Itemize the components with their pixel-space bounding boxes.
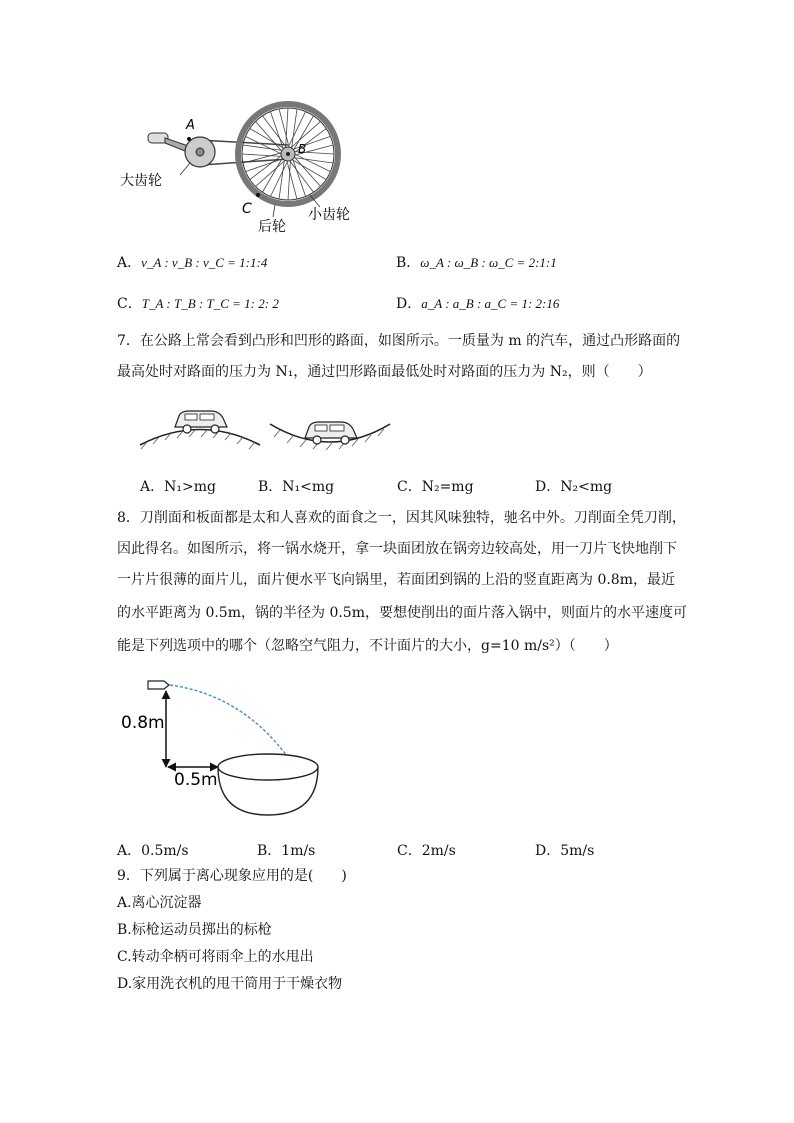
q8-stem-line3: 一片片很薄的面片儿，面片便水平飞向锅里，若面团到锅的上沿的竖直距离为 0.8m，最近 (117, 572, 675, 588)
q6-option-b-math: ω_A : ω_B : ω_C = 2:1:1 (420, 255, 557, 270)
q8-option-d: D．5m/s (535, 843, 595, 859)
trajectory (170, 685, 290, 760)
q6-option-c-letter: C． (117, 296, 142, 312)
label-a: A (186, 118, 195, 133)
label-b: B (298, 142, 307, 156)
wheel-spoke (292, 109, 297, 148)
noodle-pot-figure (118, 675, 328, 825)
bicycle-gear-figure (110, 95, 380, 245)
wheel-spoke (270, 161, 287, 197)
label-horizontal-distance: 0.5m (174, 770, 218, 790)
q7-option-a: A．N₁>mg (140, 479, 216, 495)
point-c-marker (256, 193, 260, 197)
label-c: C (242, 201, 252, 217)
q6-option-a (117, 253, 267, 273)
pot (218, 754, 318, 815)
q7-option-d: D．N₂<mg (535, 479, 613, 495)
q6-option-d-letter: D． (396, 296, 422, 312)
blade (148, 681, 169, 689)
wheel-spoke (279, 160, 284, 199)
q9-stem: 9．下列属于离心现象应用的是( ) (117, 868, 347, 884)
q6-option-b (396, 253, 557, 273)
q8-stem-line5: 能是下列选项中的哪个（忽略空气阻力，不计面片的大小，g=10 m/s²）（ ） (117, 638, 618, 654)
q6-option-c-math: T_A : T_B : T_C = 1: 2: 2 (141, 296, 279, 311)
q9-option-d: D.家用洗衣机的甩干筒用于干燥衣物 (117, 976, 343, 992)
car-in-concave-road (305, 422, 357, 444)
wheel-spoke (243, 145, 282, 150)
q7-option-c: C．N₂=mg (397, 479, 474, 495)
rear-wheel (238, 104, 338, 204)
q6-option-d-math: a_A : a_B : a_C = 1: 2:16 (421, 296, 560, 311)
label-big-gear: 大齿轮 (120, 173, 162, 189)
label-rear-wheel: 后轮 (258, 219, 286, 235)
label-small-gear: 小齿轮 (308, 207, 350, 223)
q8-stem-line4: 的水平距离为 0.5m，锅的半径为 0.5m，要想使削出的面片落入锅中，则面片的水平速度可 (117, 605, 687, 621)
q6-option-a-letter: A． (117, 255, 142, 271)
q8-option-b: B．1m/s (257, 843, 316, 859)
q6-option-b-letter: B． (396, 255, 421, 271)
wheel-spoke (262, 158, 282, 192)
q9-option-c: C.转动伞柄可将雨伞上的水甩出 (117, 949, 314, 965)
q8-stem-line2: 因此得名。如图所示，将一锅水烧开，拿一块面团放在锅旁边较高处，用一刀片飞快地削下 (117, 541, 677, 557)
road-figure (135, 402, 395, 457)
wheel-spoke (295, 154, 331, 171)
q9-option-a: A.离心沉淀器 (117, 895, 202, 911)
q6-option-c (117, 294, 279, 314)
q7-stem-line2: 最高处时对路面的压力为 N₁，通过凹形路面最低处时对路面的压力为 N₂，则（ ） (117, 364, 652, 380)
wheel-spoke (250, 128, 284, 148)
label-vertical-distance: 0.8m (121, 713, 165, 733)
wheel-spoke (292, 160, 326, 180)
q8-option-c: C．2m/s (397, 843, 456, 859)
q8-stem-line1: 8．刀削面和板面都是太和人喜欢的面食之一，因其风味独特，驰名中外。刀削面全凭刀削， (117, 510, 686, 526)
q6-option-a-math: v_A : v_B : v_C = 1:1:4 (141, 255, 268, 270)
q7-option-b: B．N₁<mg (258, 479, 335, 495)
q9-option-b: B.标枪运动员掷出的标枪 (117, 922, 272, 938)
wheel-spoke (294, 158, 333, 163)
q7-stem-line1: 7．在公路上常会看到凸形和凹形的路面，如图所示。一质量为 m 的汽车，通过凸形路面的 (117, 333, 681, 349)
q6-option-d (396, 294, 559, 314)
q8-option-a: A．0.5m/s (117, 843, 189, 859)
point-a-marker (187, 137, 191, 141)
